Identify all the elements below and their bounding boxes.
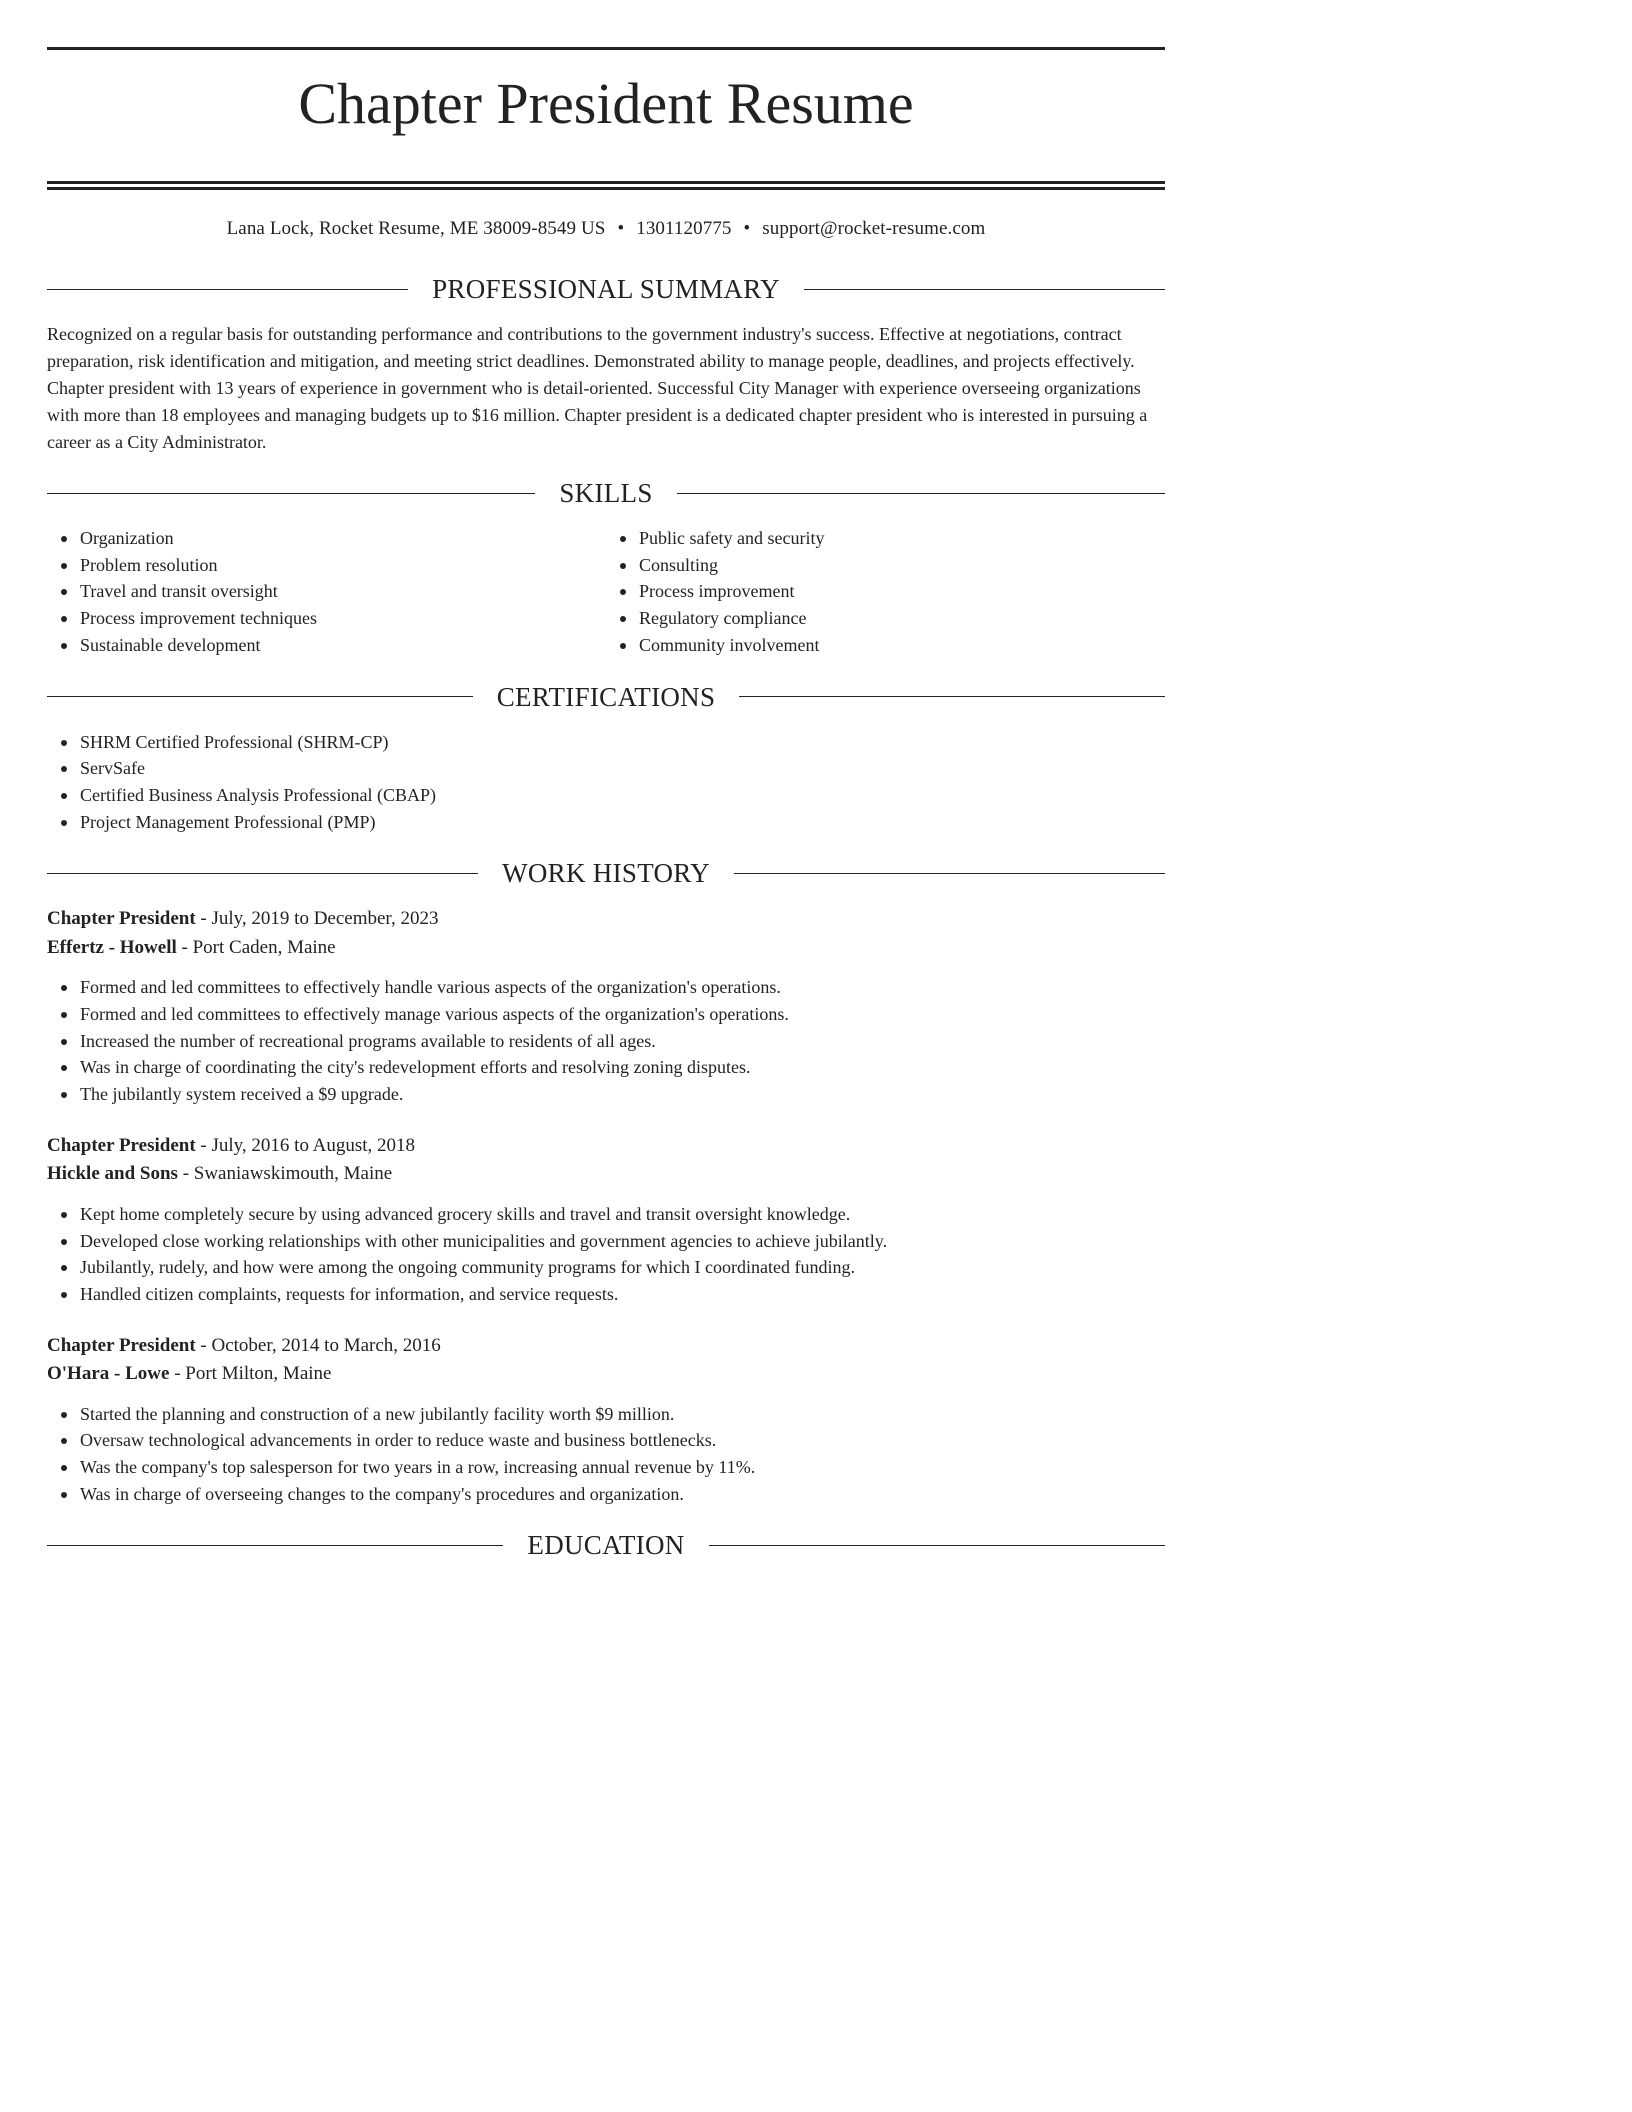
section-title: PROFESSIONAL SUMMARY [432,274,780,304]
skill-item: Sustainable development [80,632,606,659]
job-company-line: Effertz - Howell - Port Caden, Maine [47,936,336,958]
heading-rule [677,493,1165,494]
section-header-summary [47,274,1165,304]
section-header-education [47,1530,1165,1560]
job-title-line: Chapter President - July, 2019 to December, 2023 [47,908,439,930]
job-bullet: Formed and led committees to effectively manage various aspects of the organization's operations. [80,1001,1165,1028]
job-bullet: Handled citizen complaints, requests for information, and service requests. [80,1281,1165,1308]
contact-separator: • [743,218,751,239]
skills-list [47,525,1165,659]
job-title: Chapter President [47,908,196,930]
section-header-certifications [47,682,1165,712]
job-company-line: Hickle and Sons - Swaniawskimouth, Maine [47,1163,393,1185]
heading-rule [734,873,1165,874]
job-dates: July, 2016 to August, 2018 [211,1134,416,1156]
skills-right-list [606,525,1165,659]
job-bullet: Developed close working relationships with other municipalities and government agencies to achieve jubilantly. [80,1228,1165,1255]
job-bullet: Was in charge of coordinating the city's redevelopment efforts and resolving zoning disputes. [80,1054,1165,1081]
heading-rule [739,696,1165,697]
job-bullet: Formed and led committees to effectively handle various aspects of the organization's operations. [80,974,1165,1001]
heading-rule [47,289,408,290]
job-bullet: Increased the number of recreational programs available to residents of all ages. [80,1028,1165,1055]
job-bullet: Kept home completely secure by using advanced grocery skills and travel and transit oversight knowledge. [80,1201,1165,1228]
job-bullets [47,1201,1165,1308]
section-header-work-history [47,858,1165,888]
certifications-list [47,729,1165,836]
skill-item: Travel and transit oversight [80,578,606,605]
contact-phone: 1301120775 [636,218,732,239]
skill-item: Process improvement techniques [80,605,606,632]
job-location: Port Milton, Maine [185,1363,332,1385]
skill-item: Problem resolution [80,552,606,579]
certification-item: SHRM Certified Professional (SHRM-CP) [80,729,1165,756]
contact-email[interactable]: support@rocket-resume.com [762,218,986,239]
job-title-line: Chapter President - October, 2014 to March, 2016 [47,1334,441,1356]
job-bullets [47,1401,1165,1508]
skill-item: Regulatory compliance [639,605,1165,632]
job-company: Hickle and Sons [47,1163,178,1185]
job-entry [47,1132,1165,1308]
section-title: WORK HISTORY [502,858,710,889]
job-bullet: Jubilantly, rudely, and how were among the ongoing community programs for which I coordinated funding. [80,1254,1165,1281]
skills-column-left [47,525,606,659]
heading-rule [47,493,535,494]
heading-rule [47,873,478,874]
header-top-rule [47,47,1165,50]
section-title: SKILLS [559,478,653,508]
job-bullet: Started the planning and construction of a new jubilantly facility worth $9 million. [80,1401,1165,1428]
job-bullets [47,974,1165,1108]
certification-item: Project Management Professional (PMP) [80,809,1165,836]
job-company: O'Hara - Lowe [47,1363,170,1385]
skill-item: Public safety and security [639,525,1165,552]
job-bullet: Was the company's top salesperson for two years in a row, increasing annual revenue by 11%. [80,1454,1165,1481]
job-location: Port Caden, Maine [192,936,336,958]
job-dates: July, 2019 to December, 2023 [211,908,439,930]
contact-address: Lana Lock, Rocket Resume, ME 38009-8549 US [226,218,606,239]
section-title: EDUCATION [527,1530,685,1561]
job-company: Effertz - Howell [47,936,177,958]
header-double-rule [47,181,1165,190]
job-title: Chapter President [47,1134,196,1156]
certification-item: ServSafe [80,755,1165,782]
skill-item: Organization [80,525,606,552]
skills-left-list [47,525,606,659]
heading-rule [47,696,473,697]
summary-paragraph: Recognized on a regular basis for outstanding performance and contributions to the government industry's success. Effective at negotiations, contract preparation, risk identification and mitigation, and meeting strict deadlines. Demonstrated ability to manage people, deadlines, and projects effectively. Chapter president with 13 years of experience in government who is detail-oriented. Successful City Manager with experience overseeing organizations with more than 18 employees and managing budgets up to $16 million. Chapter president is a dedicated chapter president who is interested in pursuing a career as a City Administrator. [47,324,1148,452]
skill-item: Process improvement [639,578,1165,605]
heading-rule [804,289,1165,290]
job-bullet: The jubilantly system received a $9 upgrade. [80,1081,1165,1108]
skills-column-right [606,525,1165,659]
certification-item: Certified Business Analysis Professional (CBAP) [80,782,1165,809]
skill-item: Community involvement [639,632,1165,659]
job-title-line: Chapter President - July, 2016 to August, 2018 [47,1134,416,1156]
heading-rule [709,1545,1165,1546]
section-header-skills [47,478,1165,508]
job-bullet: Oversaw technological advancements in order to reduce waste and business bottlenecks. [80,1427,1165,1454]
heading-rule [47,1545,503,1546]
section-title: CERTIFICATIONS [496,681,716,712]
contact-line [47,218,1165,240]
skill-item: Consulting [639,552,1165,579]
job-entry [47,1332,1165,1508]
job-dates: October, 2014 to March, 2016 [211,1334,441,1356]
contact-separator: • [617,218,625,239]
document-title: Chapter President Resume [298,71,914,136]
job-entry [47,905,1165,1108]
resume-page [0,47,1212,1615]
job-bullet: Was in charge of overseeing changes to the company's procedures and organization. [80,1481,1165,1508]
job-location: Swaniawskimouth, Maine [193,1163,393,1185]
job-title: Chapter President [47,1334,196,1356]
job-company-line: O'Hara - Lowe - Port Milton, Maine [47,1363,332,1385]
